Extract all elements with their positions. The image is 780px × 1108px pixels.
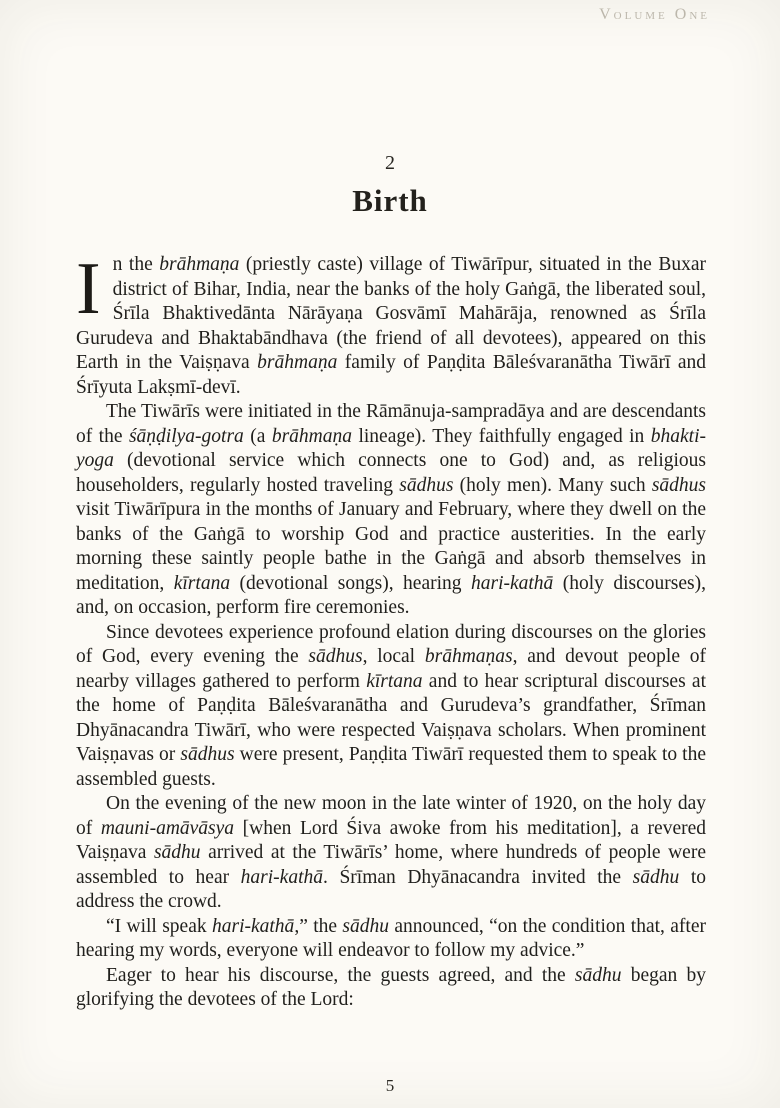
italic-text-run: brāhmaṇas [424,646,513,667]
text-run: (holy discourses), and, on occasion, perform fire ceremonies. [76,572,706,618]
text-run: and to hear scriptural discourses at the home of Paṇḍita Bāleśvaranātha and Gurudeva’s grandfather, Śrīman Dhyānacandra Tiwārī, who were respected Vaiṣṇava scholars. When prominent Vaiṣṇavas or [76,670,707,765]
italic-text-run: sādhu [153,842,201,863]
italic-text-run: sādhu [632,866,680,888]
text-run: (a [243,425,272,447]
text-run: [when Lord Śiva awoke from his meditation], a revered Vaiṣṇava [76,817,706,863]
text-run: n the [112,254,160,275]
italic-text-run: śāṇḍilya-gotra [128,425,244,447]
italic-text-run: mauni-amāvāsya [100,817,235,839]
italic-text-run: sādhu [574,964,622,986]
text-run: visit Tiwārīpura in the months of January and February, where they dwell on the banks of the Gaṅgā to worship God and practice austerities. In the early morning these saintly people bathe in the Gaṅgā and absorb themselves in meditation, [76,499,706,594]
chapter-head [0,0,780,219]
text-run: (priestly caste) village of Tiwārīpur, situated in the Buxar district of Bihar, India, near the banks of the holy Gaṅgā, the liberated soul, Śrīla Bhaktivedānta Nārāyaṇa Gosvāmī Mahārāja, renowned as Śrīla Gurudeva and Bhaktabāndhava (the friend of all devotees), appeared on this Earth in the Vaiṣṇava [76,254,706,373]
italic-text-run: sādhus [399,474,454,496]
text-run: (holy men). Many such [453,474,652,496]
italic-text-run: sādhus [180,744,235,765]
text-run: , and devout people of nearby villages gathered to perform [76,646,706,692]
italic-text-run: hari-kathā [470,572,554,594]
italic-text-run: hari-kathā [240,866,323,888]
italic-text-run: sādhu [342,915,389,937]
italic-text-run: brāhmaṇa [159,254,240,275]
text-run: (devotional service which connects one to God) and, as religious householders, regularly hosted traveling [76,450,706,496]
paragraph [76,621,706,793]
text-run: to address the crowd. [76,866,706,912]
text-run: Since devotees experience profound elation during discourses on the glories of God, every evening the [76,621,706,667]
running-header: Volume One [599,6,710,23]
text-run: began by glorifying the devotees of the Lord: [76,964,706,1010]
text-run: , local [362,646,425,667]
chapter-title: Birth [352,183,428,218]
italic-text-run: kīrtana [366,670,423,692]
text-run: arrived at the Tiwārīs’ home, where hundreds of people were assembled to hear [76,842,706,888]
italic-text-run: brāhmaṇa [257,352,338,373]
italic-text-run: hari-kathā [211,915,295,937]
text-run: “I will speak [106,915,212,937]
text-run: announced, “on the condition that, after hearing my words, everyone will endeavor to follow my advice.” [76,915,706,961]
italic-text-run: sādhus [651,474,707,496]
text-run: ,” the [294,915,343,937]
text-run: family of Paṇḍita Bāleśvaranātha Tiwārī and Śrīyuta Lakṣmī-devī. [76,352,706,398]
italic-text-run: kīrtana [173,572,231,594]
text-run: . Śrīman Dhyānacandra invited the [323,866,633,888]
italic-text-run: brāhmaṇa [271,425,353,447]
italic-text-run: sādhus [308,646,363,667]
text-run: The Tiwārīs were initiated in the Rāmānuja-sampradāya and are descendants of the [76,401,706,447]
text-run: Eager to hear his discourse, the guests agreed, and the [106,964,575,986]
body-text [0,219,780,1013]
page-number: 5 [385,1076,395,1095]
text-run: lineage). They faithfully engaged in [352,425,651,447]
paragraph [76,964,706,1013]
italic-text-run: bhakti-yoga [76,425,706,471]
chapter-number: 2 [385,152,395,174]
drop-cap: I [76,248,101,330]
paragraph [76,400,706,621]
paragraph [76,915,706,964]
text-run: On the evening of the new moon in the late winter of 1920, on the holy day of [76,793,706,839]
text-run: (devotional songs), hearing [230,572,471,594]
text-run: were present, Paṇḍita Tiwārī requested them to speak to the assembled guests. [76,744,707,790]
paragraph [76,792,706,915]
paragraph [76,248,706,400]
